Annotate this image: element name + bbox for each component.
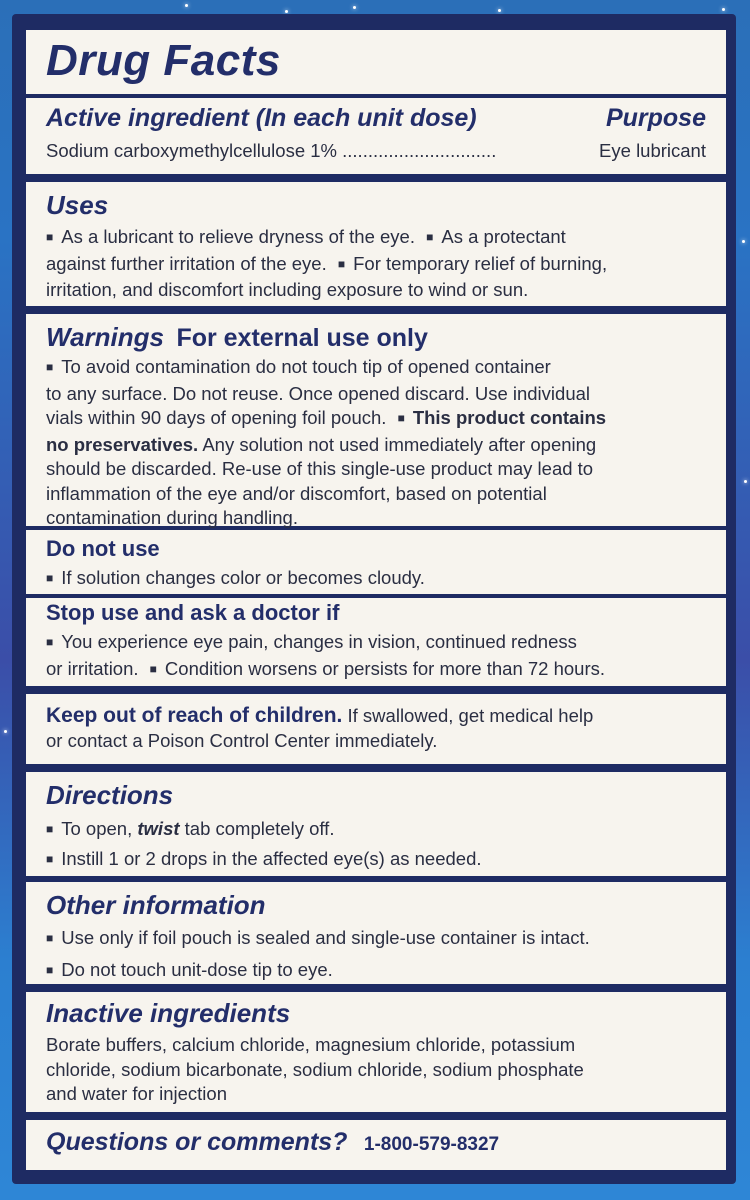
other-info-item: Do not touch unit-dose tip to eye. [61, 959, 333, 980]
directions-box [26, 772, 726, 876]
star-decoration [722, 8, 725, 11]
do-not-use-item: If solution changes color or becomes cloudy. [61, 567, 425, 588]
keep-out-text: If swallowed, get medical help [347, 705, 594, 726]
warnings-line: should be discarded. Re-use of this single-use product may lead to [46, 458, 594, 479]
inactive-heading: Inactive ingredients [46, 998, 291, 1028]
bullet-icon: ■ [46, 963, 54, 977]
keep-out-box [26, 694, 726, 764]
warnings-line: vials within 90 days of opening foil pouch. [46, 407, 387, 428]
keep-out-text: or contact a Poison Control Center immediately. [46, 729, 438, 751]
star-decoration [4, 730, 7, 733]
bullet-icon: ■ [46, 931, 54, 945]
inactive-text: and water for injection [46, 1083, 227, 1104]
bullet-icon: ■ [397, 411, 405, 425]
bullet-icon: ■ [46, 852, 54, 866]
other-info-heading: Other information [46, 890, 266, 920]
purpose-heading: Purpose [605, 104, 706, 132]
stop-use-box [26, 598, 726, 686]
title-box [26, 30, 726, 94]
directions-item: Instill 1 or 2 drops in the affected eye(s) as needed. [61, 848, 482, 869]
stop-use-item: Condition worsens or persists for more than 72 hours. [164, 657, 606, 679]
warnings-bold: This product contains [412, 407, 607, 428]
star-decoration [498, 9, 501, 12]
directions-emphasis: twist [137, 818, 180, 839]
stop-use-item: or irritation. [46, 657, 139, 679]
bullet-icon: ■ [46, 635, 54, 649]
bullet-icon: ■ [46, 360, 54, 374]
active-ingredient-box [26, 98, 726, 174]
uses-item: As a protectant [441, 226, 566, 247]
uses-item: irritation, and discomfort including exposure to wind or sun. [46, 279, 529, 300]
stop-use-heading: Stop use and ask a doctor if [46, 600, 340, 625]
star-decoration [285, 10, 288, 13]
keep-out-heading: Keep out of reach of children. [46, 704, 343, 727]
warnings-line: contamination during handling. [46, 507, 298, 528]
warnings-line: To avoid contamination do not touch tip of opened container [61, 356, 551, 377]
do-not-use-box [26, 530, 726, 594]
uses-text [46, 225, 706, 303]
bullet-icon: ■ [46, 822, 54, 836]
bullet-icon: ■ [46, 571, 54, 585]
do-not-use-heading: Do not use [46, 536, 160, 561]
bullet-icon: ■ [337, 256, 346, 271]
uses-item: For temporary relief of burning, [353, 252, 608, 274]
warnings-bold: no preservatives. [46, 433, 199, 455]
uses-item: As a lubricant to relieve dryness of the eye. [61, 226, 415, 247]
uses-heading: Uses [46, 190, 109, 220]
warnings-box [26, 314, 726, 526]
active-ingredient-purpose: Eye lubricant [599, 140, 706, 161]
bullet-icon: ■ [149, 661, 157, 676]
stop-use-item: You experience eye pain, changes in vision, continued redness [61, 631, 577, 652]
star-decoration [185, 4, 188, 7]
directions-heading: Directions [46, 780, 174, 810]
inactive-text: Borate buffers, calcium chloride, magnesium chloride, potassium [46, 1034, 576, 1055]
star-decoration [742, 240, 745, 243]
warnings-line: inflammation of the eye and/or discomfort, based on potential [46, 482, 547, 504]
bullet-icon: ■ [46, 230, 54, 244]
questions-box [26, 1120, 726, 1170]
warnings-subheading: For external use only [176, 324, 428, 352]
directions-item: tab completely off. [184, 818, 335, 839]
warnings-text [46, 355, 706, 531]
star-decoration [744, 480, 747, 483]
directions-item: To open, [61, 818, 133, 839]
star-decoration [353, 6, 356, 9]
warnings-line: to any surface. Do not reuse. Once opened discard. Use individual [46, 382, 591, 404]
other-info-box [26, 882, 726, 984]
inactive-box [26, 992, 726, 1112]
warnings-heading: Warnings [46, 322, 164, 352]
active-ingredient-name: Sodium carboxymethylcellulose 1% .............................. [46, 140, 497, 161]
active-ingredient-heading: Active ingredient (In each unit dose) [46, 104, 477, 132]
phone-number: 1-800-579-8327 [363, 1134, 500, 1155]
inactive-text: chloride, sodium bicarbonate, sodium chloride, sodium phosphate [46, 1058, 584, 1080]
uses-item: against further irritation of the eye. [46, 252, 327, 274]
warnings-line: Any solution not used immediately after opening [202, 433, 597, 455]
questions-heading: Questions or comments? [46, 1128, 348, 1156]
other-info-item: Use only if foil pouch is sealed and single-use container is intact. [61, 927, 590, 948]
bullet-icon: ■ [426, 230, 434, 244]
uses-box [26, 182, 726, 306]
page-title: Drug Facts [46, 36, 281, 85]
